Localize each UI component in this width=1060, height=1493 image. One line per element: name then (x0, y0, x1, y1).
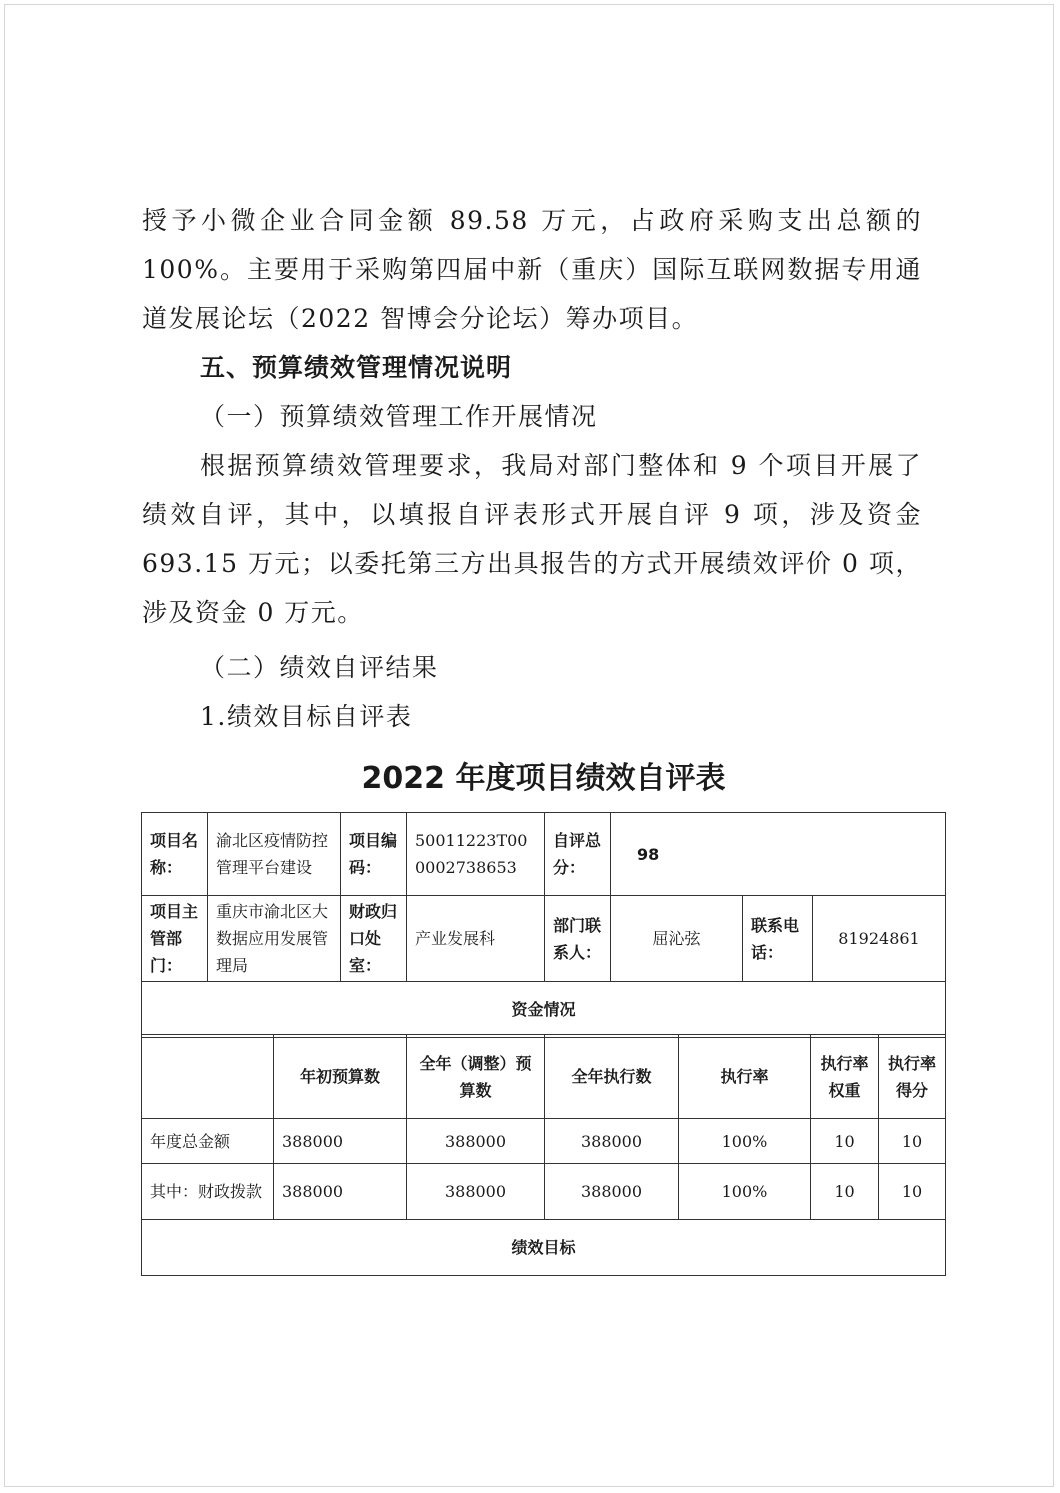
funds-table (141, 1034, 946, 1276)
cell-annual-execution: 388000 (545, 1119, 679, 1164)
item-heading-1: 1.绩效目标自评表 (200, 702, 413, 731)
dept-value: 重庆市渝北区大数据应用发展管理局 (208, 896, 341, 982)
subsection-heading-1: （一）预算绩效管理工作开展情况 (200, 402, 598, 431)
contact-label: 部门联系人： (545, 896, 611, 982)
funds-section-header: 资金情况 (142, 982, 946, 1038)
section-heading-5: 五、预算绩效管理情况说明 (200, 353, 513, 382)
row-label: 年度总金额 (142, 1119, 274, 1164)
cell-rate-score: 10 (879, 1119, 946, 1164)
project-name-label: 项目名称： (142, 813, 208, 896)
finance-value: 产业发展科 (407, 896, 545, 982)
dept-label: 项目主管部门： (142, 896, 208, 982)
phone-value: 81924861 (813, 896, 946, 982)
table-row (142, 1164, 946, 1220)
cell-annual-execution: 388000 (545, 1164, 679, 1220)
cell-rate-score: 10 (879, 1164, 946, 1220)
cell-rate-weight: 10 (811, 1119, 879, 1164)
project-name-value: 渝北区疫情防控管理平台建设 (208, 813, 341, 896)
col-initial-budget: 年初预算数 (274, 1035, 407, 1119)
col-execution-rate: 执行率 (679, 1035, 811, 1119)
finance-label: 财政归口处室： (341, 896, 407, 982)
cell-adjusted-budget: 388000 (407, 1119, 545, 1164)
funds-col-blank (142, 1035, 274, 1119)
document-body (142, 196, 922, 741)
col-annual-execution: 全年执行数 (545, 1035, 679, 1119)
cell-execution-rate: 100% (679, 1164, 811, 1220)
subsection-heading-2: （二）绩效自评结果 (200, 653, 439, 682)
row-label: 其中：财政拨款 (142, 1164, 274, 1220)
col-adjusted-budget: 全年（调整）预算数 (407, 1035, 545, 1119)
score-value: 98 (611, 813, 946, 896)
table-row (142, 1119, 946, 1164)
cell-adjusted-budget: 388000 (407, 1164, 545, 1220)
col-rate-score: 执行率得分 (879, 1035, 946, 1119)
project-code-value: 50011223T000002738653 (407, 813, 545, 896)
cell-rate-weight: 10 (811, 1164, 879, 1220)
score-label: 自评总分： (545, 813, 611, 896)
cell-initial-budget: 388000 (274, 1119, 407, 1164)
contact-value: 屈沁弦 (611, 896, 743, 982)
project-info-table (141, 812, 946, 1038)
cell-initial-budget: 388000 (274, 1164, 407, 1220)
phone-label: 联系电话： (743, 896, 813, 982)
col-rate-weight: 执行率权重 (811, 1035, 879, 1119)
project-code-label: 项目编码： (341, 813, 407, 896)
goals-section-header: 绩效目标 (142, 1220, 946, 1276)
cell-execution-rate: 100% (679, 1119, 811, 1164)
paragraph-performance: 根据预算绩效管理要求，我局对部门整体和 9 个项目开展了绩效自评，其中，以填报自评表形式开展自评 9 项，涉及资金693.15 万元；以委托第三方出具报告的方式开展绩效评价 0 项，涉及资金 0 万元。 (142, 451, 922, 627)
table-title: 2022 年度项目绩效自评表 (361, 761, 726, 796)
paragraph-procurement: 授予小微企业合同金额 89.58 万元，占政府采购支出总额的100%。主要用于采购第四届中新（重庆）国际互联网数据专用通道发展论坛（2022 智博会分论坛）筹办项目。 (142, 206, 922, 333)
